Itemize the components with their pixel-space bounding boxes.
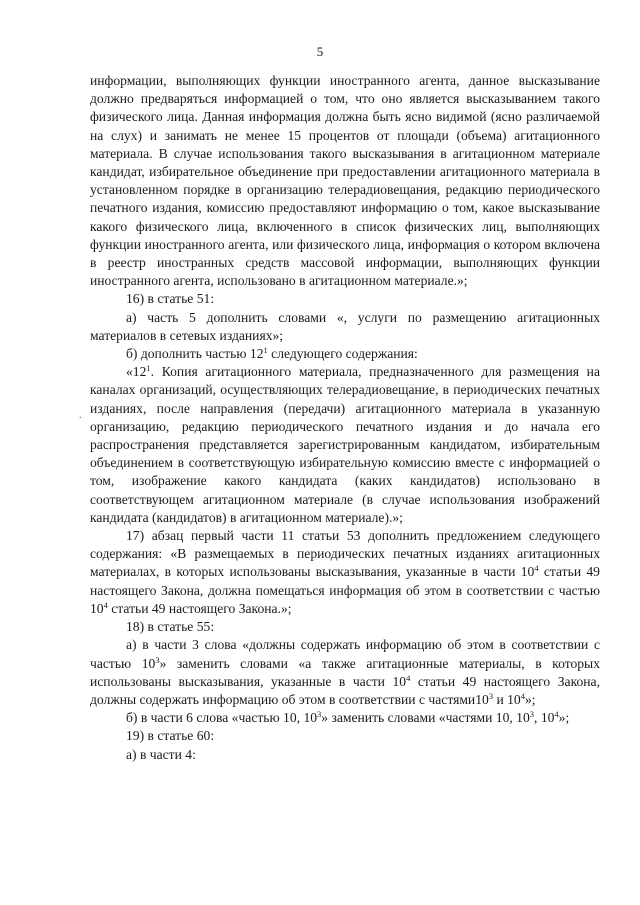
- paragraph-text: »;: [524, 691, 536, 707]
- paragraph-text: б) дополнить частью 12: [126, 346, 264, 362]
- paragraph-text: а) в части 4:: [126, 746, 196, 762]
- paragraph-text: «12: [126, 364, 147, 380]
- superscript: 4: [534, 563, 539, 574]
- superscript: 3: [529, 709, 535, 720]
- paragraph: [90, 709, 600, 727]
- superscript: 3: [155, 654, 160, 665]
- paragraph-text: 17) абзац первый части 11 статьи 53 дополнить предложением следующего содержания: «В размещаемых в периодических печатных изданиях агитационных материалах, в которых использованы высказывания, указанные в части 10: [90, 528, 600, 580]
- paragraph: [90, 618, 600, 636]
- paragraph-text: а) часть 5 дополнить словами «, услуги по размещению агитационных материалов в сетевых изданиях»;: [90, 309, 600, 343]
- superscript: 3: [488, 690, 494, 701]
- paragraph-text: статьи 49 настоящего Закона, должны содержать информацию об этом в соответствии с частями10: [90, 673, 600, 707]
- paragraph-text: »;: [558, 710, 570, 726]
- superscript: 4: [554, 709, 559, 720]
- paragraph-text: б) в части 6 слова «частью 10, 10: [126, 710, 318, 726]
- paragraph: [90, 727, 600, 745]
- paragraph: [90, 527, 600, 618]
- paragraph-text: информации, выполняющих функции иностранного агента, данное высказывание должно предваряться информацией о том, что оно является высказыванием такого физического лица. Данная информация должна быть ясно видимой (ясно различаемой на слух) и занимать не менее 15 процентов от площади (объема) агитационного материала. В случае использования такого высказывания в агитационном материале кандидат, избирательное объединение при предоставлении агитационного материала в установленном порядке в организацию телерадиовещания, редакцию периодического печатного издания, комиссию предоставляют информацию о том, какое высказывание какого физического лица, включенного в список физических лиц, выполняющих функции иностранного агента, или физического лица, информация о котором включена в реестр иностранных средств массовой информации, выполняющих функции иностранного агента, использовано в агитационном материале.»;: [90, 73, 600, 289]
- superscript: 4: [103, 599, 108, 610]
- paragraph-text: статьи 49 настоящего Закона, должна помещаться информация об этом в соответствии с частью 10: [90, 564, 600, 616]
- superscript: 3: [317, 709, 322, 720]
- paragraph: [90, 746, 600, 764]
- paragraph-text: » заменить словами «а также агитационные материалы, в которых использованы высказывания, указанные в части 10: [90, 655, 600, 689]
- paragraph-text: 19) в статье 60:: [126, 728, 215, 744]
- document-body: [90, 72, 600, 764]
- paragraph: [90, 345, 600, 363]
- paragraph-text: , 10: [534, 710, 555, 726]
- superscript: 1: [146, 363, 151, 374]
- paragraph-text: статьи 49 настоящего Закона.»;: [107, 600, 292, 616]
- paragraph-text: 18) в статье 55:: [126, 619, 215, 635]
- paragraph: [90, 636, 600, 709]
- paragraph-text: а) в части 3 слова «должны содержать информацию об этом в соответствии с частью 10: [90, 637, 600, 671]
- paragraph-text: . Копия агитационного материала, предназначенного для размещения на каналах организаций, осуществляющих телерадиовещание, в периодических печатных изданиях, после направления (передачи) агитационного материала в указанную организацию, редакцию периодического печатного издания и до начала его распространения представляется зарегистрированным кандидатом, избирательным объединением в соответствующую избирательную комиссию вместе с информацией о том, изображение какого кандидата (каких кандидатов) использовано в соответствующем агитационном материале (в случае использования изображений кандидата (кандидатов) в агитационном материале).»;: [90, 364, 600, 525]
- paragraph: [90, 363, 600, 527]
- paragraph-text: следующего содержания:: [267, 346, 418, 362]
- margin-mark: .: [79, 410, 82, 421]
- paragraph: [90, 72, 600, 290]
- superscript: 4: [406, 672, 411, 683]
- paragraph-text: 16) в статье 51:: [126, 291, 215, 307]
- paragraph-text: и 10: [493, 691, 521, 707]
- paragraph: [90, 290, 600, 308]
- page-number: 5: [316, 44, 324, 59]
- paragraph-text: » заменить словами «частями 10, 10: [321, 710, 530, 726]
- superscript: 4: [520, 690, 525, 701]
- superscript: 1: [263, 345, 268, 356]
- paragraph: [90, 309, 600, 345]
